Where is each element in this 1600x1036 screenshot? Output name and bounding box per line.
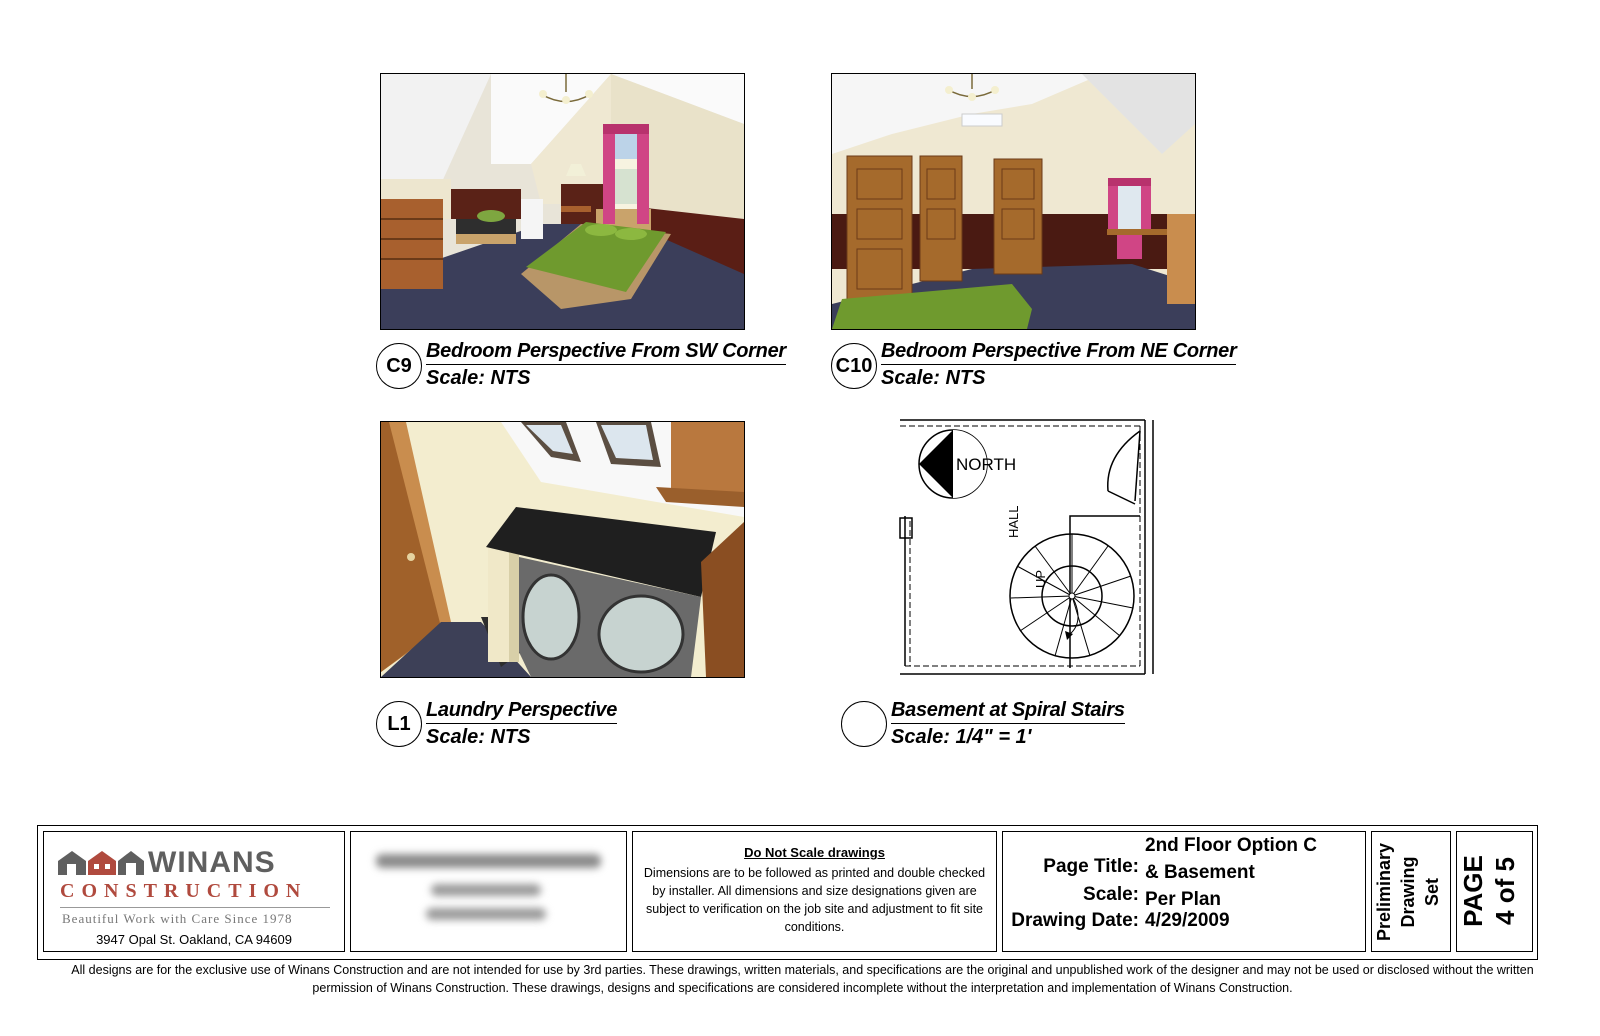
page-title-label: Page Title: [1043,856,1139,877]
set-line-1: Preliminary [1374,842,1394,942]
company-logo-box [43,831,345,952]
logo-divider [60,907,330,908]
page-of: 4 of 5 [1490,857,1520,925]
drawing-set-box [1371,831,1451,952]
view-scale: Scale: NTS [426,726,531,748]
view-scale: Scale: NTS [426,367,531,389]
drawing-date-label: Drawing Date: [1011,910,1139,931]
company-name: WINANS [148,846,276,879]
view-id-bubble: L1 [376,701,422,747]
title-block [37,825,1538,960]
scale-value: Per Plan [1145,889,1222,910]
redacted-text [376,854,601,868]
page-info-box [1002,831,1366,952]
company-tagline: Beautiful Work with Care Since 1978 [62,911,293,926]
company-address: 3947 Opal St. Oakland, CA 94609 [96,932,292,947]
north-label: NORTH [956,455,1017,474]
hall-label: HALL [1006,505,1021,538]
bedroom-ne-render [831,73,1196,330]
basement-floor-plan [895,416,1160,681]
view-scale: Scale: NTS [881,367,986,389]
redacted-text [431,884,541,896]
notice-box [632,831,997,952]
notice-title: Do Not Scale drawings [744,845,885,860]
view-title: Laundry Perspective [426,699,617,724]
page-title-value: 2nd Floor Option C [1145,835,1318,856]
scale-label: Scale: [1083,884,1139,905]
page-word: PAGE [1458,855,1488,927]
up-label: UP [1033,569,1048,588]
view-id-bubble: C10 [831,343,877,389]
drawing-date-value: 4/29/2009 [1145,910,1230,931]
view-scale: Scale: 1/4" = 1' [891,726,1032,748]
notice-body: Dimensions are to be followed as printed and double checked by installer. All dimensions and size designations given are subject to verification on the job site and adjustment to fit site conditions. [643,866,986,934]
page-title-value-2: & Basement [1145,862,1255,883]
view-title: Basement at Spiral Stairs [891,699,1125,724]
client-info-box [350,831,627,952]
page-number-box [1456,831,1533,952]
view-id-bubble: C9 [376,343,422,389]
view-title: Bedroom Perspective From NE Corner [881,340,1236,365]
set-line-3: Set [1422,878,1442,907]
redacted-text [426,908,546,920]
drawing-set-label [1372,832,1450,952]
company-subtitle: CONSTRUCTION [60,880,308,902]
laundry-render [380,421,745,678]
legal-footer: All designs are for the exclusive use of Winans Construction and are not intended for use by 3rd parties. These drawings, written materials, and specifications are the original and unpublished work of the designer and may not be used or disclosed without the written permission of Winans Construction. These drawings, designs and specifications are considered incomplete without the interpretation and implementation of Winans Construction. [71,963,1534,995]
view-id-bubble [841,701,887,747]
page-number-label [1457,832,1531,950]
view-title: Bedroom Perspective From SW Corner [426,340,786,365]
houses-logo-icon [58,849,146,877]
bedroom-sw-render [380,73,745,330]
set-line-2: Drawing [1398,856,1418,928]
